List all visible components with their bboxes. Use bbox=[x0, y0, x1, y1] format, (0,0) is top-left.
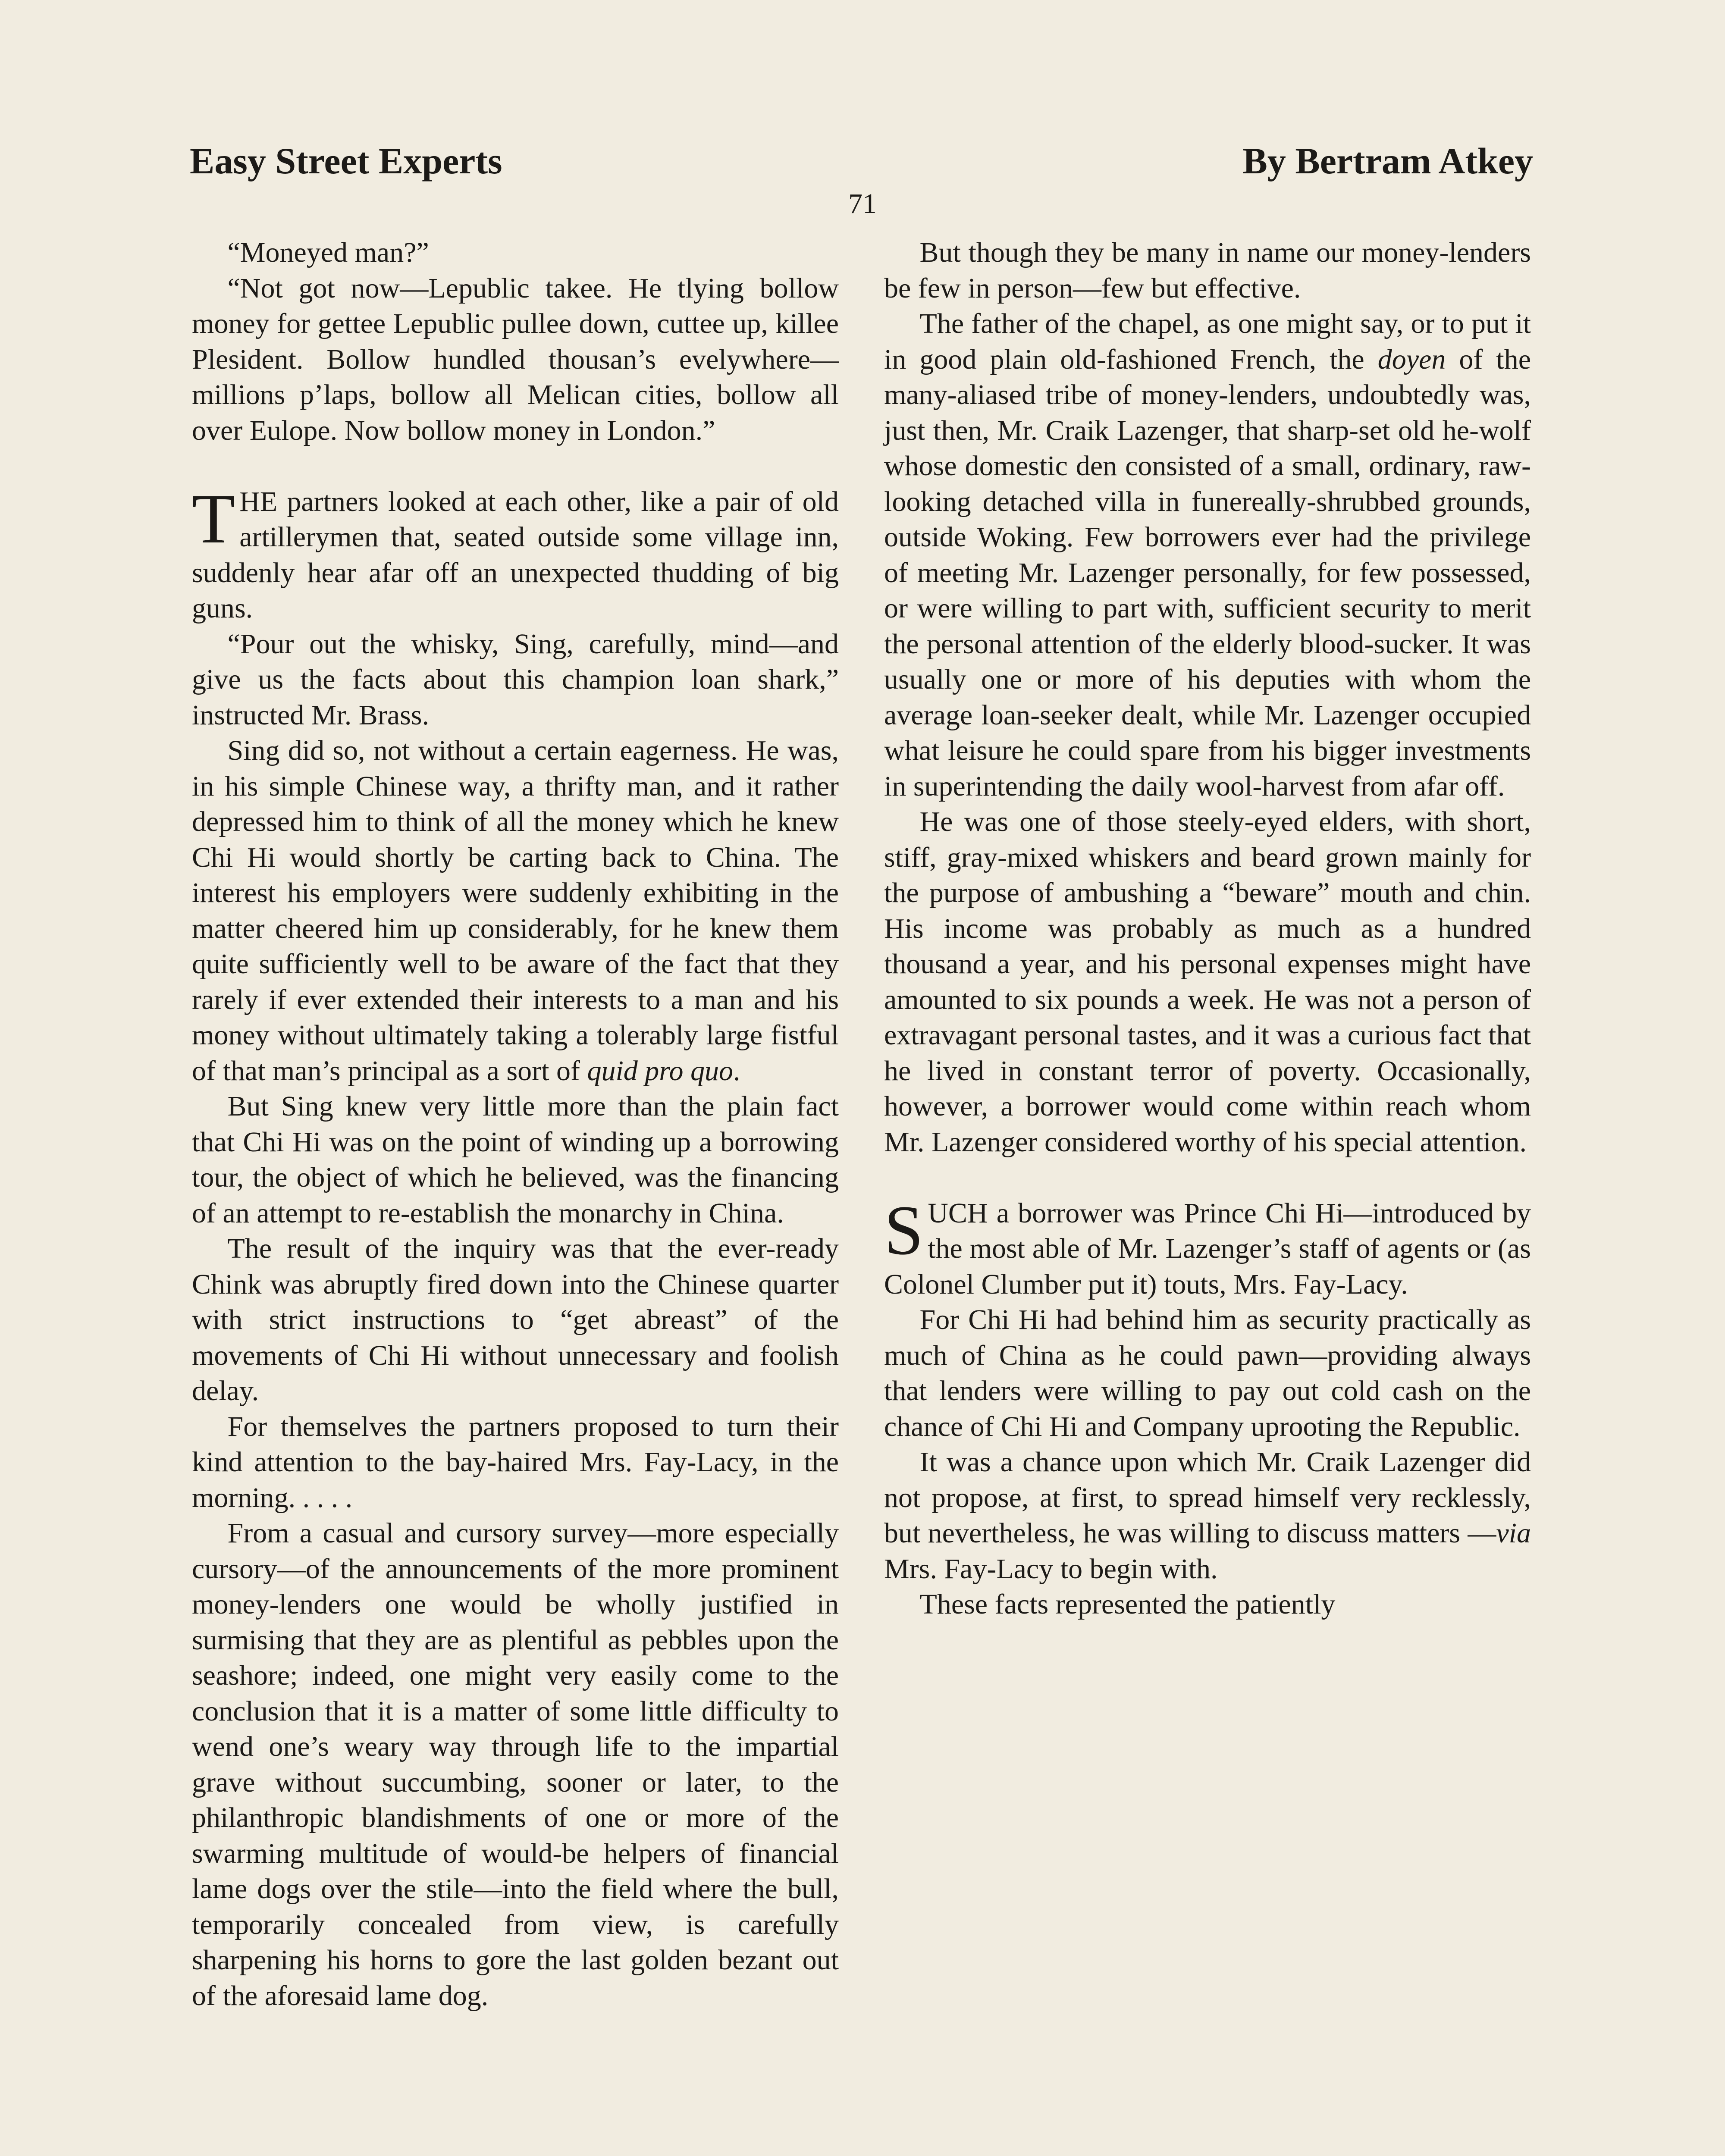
paragraph bbox=[192, 733, 839, 1089]
paragraph: But Sing knew very little more than the plain fact that Chi Hi was on the point of winding up a borrowing tour, the object of which he believed, was the financing of an attempt to re-establish the monarchy in China. bbox=[192, 1091, 839, 1229]
story-byline: By Bertram Atkey bbox=[1242, 140, 1533, 182]
paragraph bbox=[884, 1191, 1531, 1303]
paragraph-text: of the many-aliased tribe of money-lenders, undoubtedly was, just then, Mr. Craik Lazenger, that sharp-set old he-wolf whose domestic den consisted of a small, ordinary, raw-looking detached villa in funereally-shrubbed grounds, outside Woking. Few borrowers ever had the privilege of meeting Mr. Lazenger personally, for few possessed, or were willing to part with, sufficient security to merit the personal attention of the elderly blood-sucker. It was usually one or more of his deputies with whom the average loan-seeker dealt, while Mr. Lazenger occupied what leisure he could spare from his bigger investments in superintending the daily wool-harvest from afar off. bbox=[884, 343, 1531, 802]
small-caps-lead: HE bbox=[239, 486, 278, 517]
paragraph: The result of the inquiry was that the ever-ready Chink was abruptly fired down into the Chinese quarter with strict instructions to “get abreast” of the movements of Chi Hi without unnecessary and foolish delay. bbox=[192, 1233, 839, 1407]
paragraph-text: a borrower was Prince Chi Hi—introduced by the most able of Mr. Lazenger’s staff of agents or (as Colonel Clumber put it) touts, Mrs. Fay-Lacy. bbox=[884, 1197, 1531, 1300]
small-caps-lead: UCH bbox=[928, 1197, 988, 1229]
paragraph-text: Sing did so, not without a certain eagerness. He was, in his simple Chinese way, a thrifty man, and it rather depressed him to think of all the money which he knew Chi Hi would shortly be carting back to China. The interest his employers were suddenly exhibiting in the matter cheered him up considerably, for he knew them quite sufficiently well to be aware of the fact that they rarely if ever extended their interests to a man and his money without ultimately taking a tolerably large fistful of that man’s principal as a sort of bbox=[192, 735, 839, 1087]
italic-word: via bbox=[1496, 1517, 1531, 1549]
paragraph: “Not got now—Lepublic takee. He tlying bollow money for gettee Lepublic pullee down, cuttee up, killee Plesident. Bollow hundled thousan’s evelywhere—millions p’laps, bollow all Melican cities, bollow all over Eulope. Now bollow money in London.” bbox=[192, 272, 839, 446]
paragraph-text: Mrs. Fay-Lacy to begin with. bbox=[884, 1553, 1218, 1585]
paragraph: He was one of those steely-eyed elders, with short, stiff, gray-mixed whiskers and beard grown mainly for the purpose of ambushing a “beware” mouth and chin. His income was probably as much as a hundred thousand a year, and his personal expenses might have amounted to six pounds a week. He was not a person of extravagant personal tastes, and it was a curious fact that he lived in constant terror of poverty. Occasionally, however, a borrower would come within reach whom Mr. Lazenger considered worthy of his special attention. bbox=[884, 806, 1531, 1158]
italic-word: doyen bbox=[1377, 343, 1446, 375]
italic-phrase: quid pro quo bbox=[587, 1055, 734, 1087]
left-column bbox=[192, 235, 839, 2014]
paragraph: From a casual and cursory survey—more especially cursory—of the announcements of the more prominent money-lenders one would be wholly justified in surmising that they are as plentiful as pebbles upon the seashore; indeed, one might very easily come to the conclusion that it is a matter of some little difficulty to wend one’s weary way through life to the impartial grave without succumbing, sooner or later, to the philanthropic blandishments of one or more of the swarming multitude of would-be helpers of financial lame dogs over the stile—into the field where the bull, temporarily concealed from view, is carefully sharpening his horns to gore the last golden bezant out of the aforesaid lame dog. bbox=[192, 1517, 839, 2012]
paragraph: For Chi Hi had behind him as security practically as much of China as he could pawn—providing always that lenders were willing to pay out cold cash on the chance of Chi Hi and Company uprooting the Republic. bbox=[884, 1304, 1531, 1442]
paragraph: These facts represented the patiently bbox=[919, 1589, 1336, 1620]
paragraph: For themselves the partners proposed to turn their kind attention to the bay-haired Mrs. Fay-Lacy, in the morning. . . . . bbox=[192, 1410, 839, 1514]
paragraph bbox=[192, 479, 839, 627]
paragraph-text: It was a chance upon which Mr. Craik Lazenger did not propose, at first, to spread himself very recklessly, but nevertheless, he was willing to discuss matters — bbox=[884, 1446, 1531, 1549]
punctuation: . bbox=[733, 1055, 740, 1087]
story-title: Easy Street Experts bbox=[190, 140, 502, 182]
page-number: 71 bbox=[848, 188, 877, 219]
paragraph: “Moneyed man?” bbox=[227, 237, 429, 268]
paragraph-text: partners looked at each other, like a pair of old artillerymen that, seated outside some village inn, suddenly hear afar off an unexpected thudding of big guns. bbox=[192, 486, 839, 624]
right-column bbox=[884, 235, 1531, 1623]
drop-cap: T bbox=[192, 479, 235, 558]
paragraph-text: The father of the chapel, as one might say, or to put it in good plain old-fashioned French, the bbox=[884, 308, 1531, 375]
paragraph bbox=[884, 1445, 1531, 1587]
paragraph: “Pour out the whisky, Sing, carefully, mind—and give us the facts about this champion loan shark,” instructed Mr. Brass. bbox=[192, 628, 839, 731]
drop-cap: S bbox=[884, 1191, 924, 1269]
paragraph: But though they be many in name our money-lenders be few in person—few but effective. bbox=[884, 237, 1531, 304]
paragraph bbox=[884, 306, 1531, 804]
